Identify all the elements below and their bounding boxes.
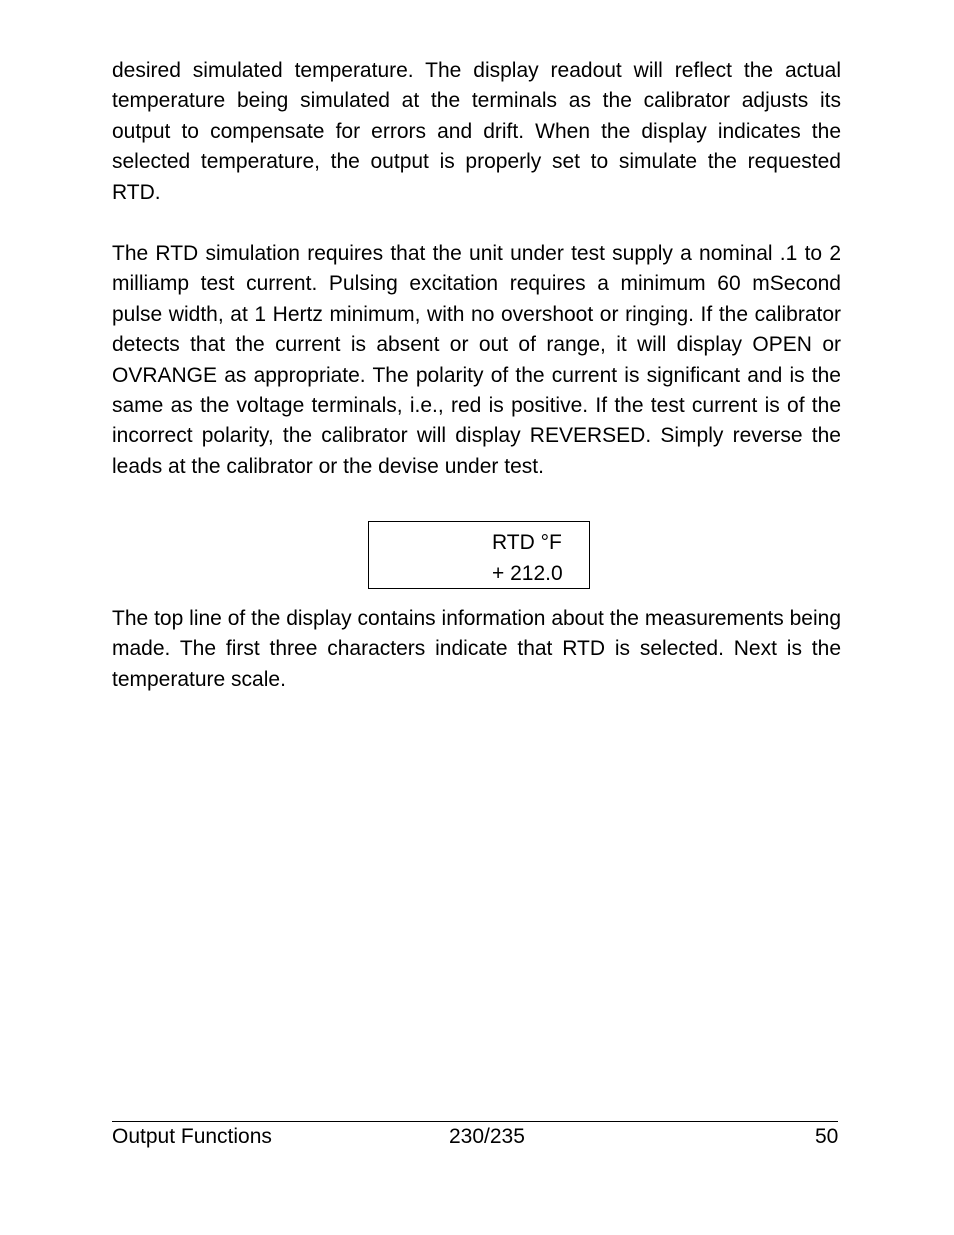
footer-model-number: 230/235	[449, 1125, 525, 1148]
paragraph-display-readout: desired simulated temperature. The display readout will reflect the actual temperature being simulated at the terminals as the calibrator adjusts its output to compensate for errors and drift. When the display indicates the selected temperature, the output is properly set to simulate the requested RTD.	[112, 59, 841, 204]
footer-divider	[112, 1121, 838, 1122]
display-bottom-line: + 212.0	[492, 562, 563, 585]
lcd-display-example	[368, 521, 590, 589]
footer-page-number: 50	[815, 1125, 839, 1148]
display-top-line: RTD °F	[492, 531, 562, 554]
paragraph-top-line-info: The top line of the display contains information about the measurements being made. The first three characters indicate that RTD is selected. Next is the temperature scale.	[112, 607, 841, 691]
paragraph-rtd-requirements: The RTD simulation requires that the unit under test supply a nominal .1 to 2 milliamp test current. Pulsing excitation requires a minimum 60 mSecond pulse width, at 1 Hertz minimum, with no overshoot or ringing. If the calibrator detects that the current is absent or out of range, it will display OPEN or OVRANGE as appropriate. The polarity of the current is significant and is the same as the voltage terminals, i.e., red is positive. If the test current is of the incorrect polarity, the calibrator will display REVERSED. Simply reverse the leads at the calibrator or the devise under test.	[112, 242, 841, 478]
footer-section-title: Output Functions	[112, 1125, 272, 1148]
